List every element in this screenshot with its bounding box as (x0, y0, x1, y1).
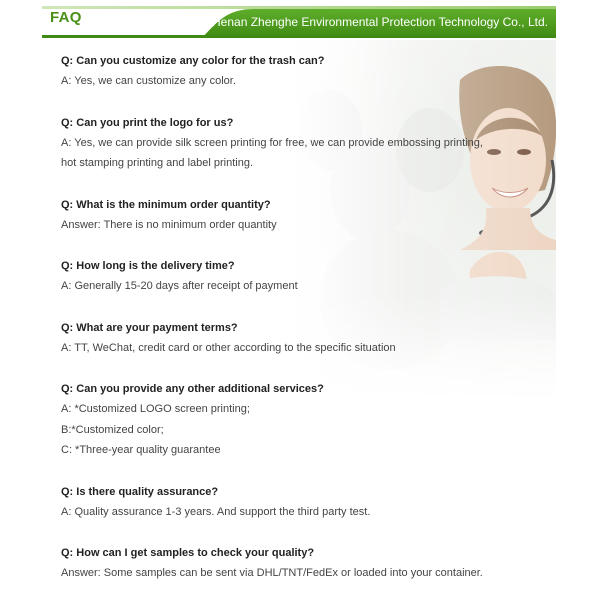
faq-answer: A: Generally 15-20 days after receipt of payment (61, 280, 298, 292)
faq-question: Q: How can I get samples to check your quality? (61, 547, 315, 559)
faq-question: Q: What is the minimum order quantity? (61, 198, 271, 211)
faq-question: Q: Can you provide any other additional services? (61, 383, 324, 395)
faq-answer: A: Yes, we can provide silk screen printing for free, we can provide embossing printing, (61, 136, 483, 149)
faq-answer: C: *Three-year quality guarantee (61, 444, 221, 456)
faq-question: Q: What are your payment terms? (61, 321, 238, 334)
faq-answer: Answer: There is no minimum order quantity (61, 218, 277, 231)
faq-question: Q: How long is the delivery time? (61, 260, 235, 272)
faq-answer: hot stamping printing and label printing. (61, 157, 254, 169)
faq-answer: A: Quality assurance 1-3 years. And support the third party test. (61, 505, 371, 518)
faq-answer: A: *Customized LOGO screen printing; (61, 403, 250, 415)
faq-item (61, 543, 531, 584)
faq-answer: B:*Customized color; (61, 423, 164, 436)
faq-item (61, 379, 531, 461)
faq-answer: Answer: Some samples can be sent via DHL/TNT/FedEx or loaded into your container. (61, 567, 483, 579)
faq-question: Q: Is there quality assurance? (61, 485, 219, 498)
faq-answer: A: Yes, we can customize any color. (61, 75, 236, 87)
faq-item (61, 318, 531, 359)
faq-item (61, 256, 531, 297)
faq-item (61, 195, 531, 236)
faq-title: FAQ (50, 9, 82, 26)
faq-question: Q: Can you print the logo for us? (61, 116, 234, 129)
faq-list (61, 51, 531, 584)
page-header (42, 6, 556, 38)
faq-item (61, 51, 531, 92)
faq-item (61, 482, 531, 523)
faq-item (61, 113, 531, 174)
company-name: Henan Zhenghe Environmental Protection Technology Co., Ltd. (212, 15, 548, 29)
faq-answer: A: TT, WeChat, credit card or other according to the specific situation (61, 341, 396, 354)
faq-question: Q: Can you customize any color for the trash can? (61, 55, 325, 67)
